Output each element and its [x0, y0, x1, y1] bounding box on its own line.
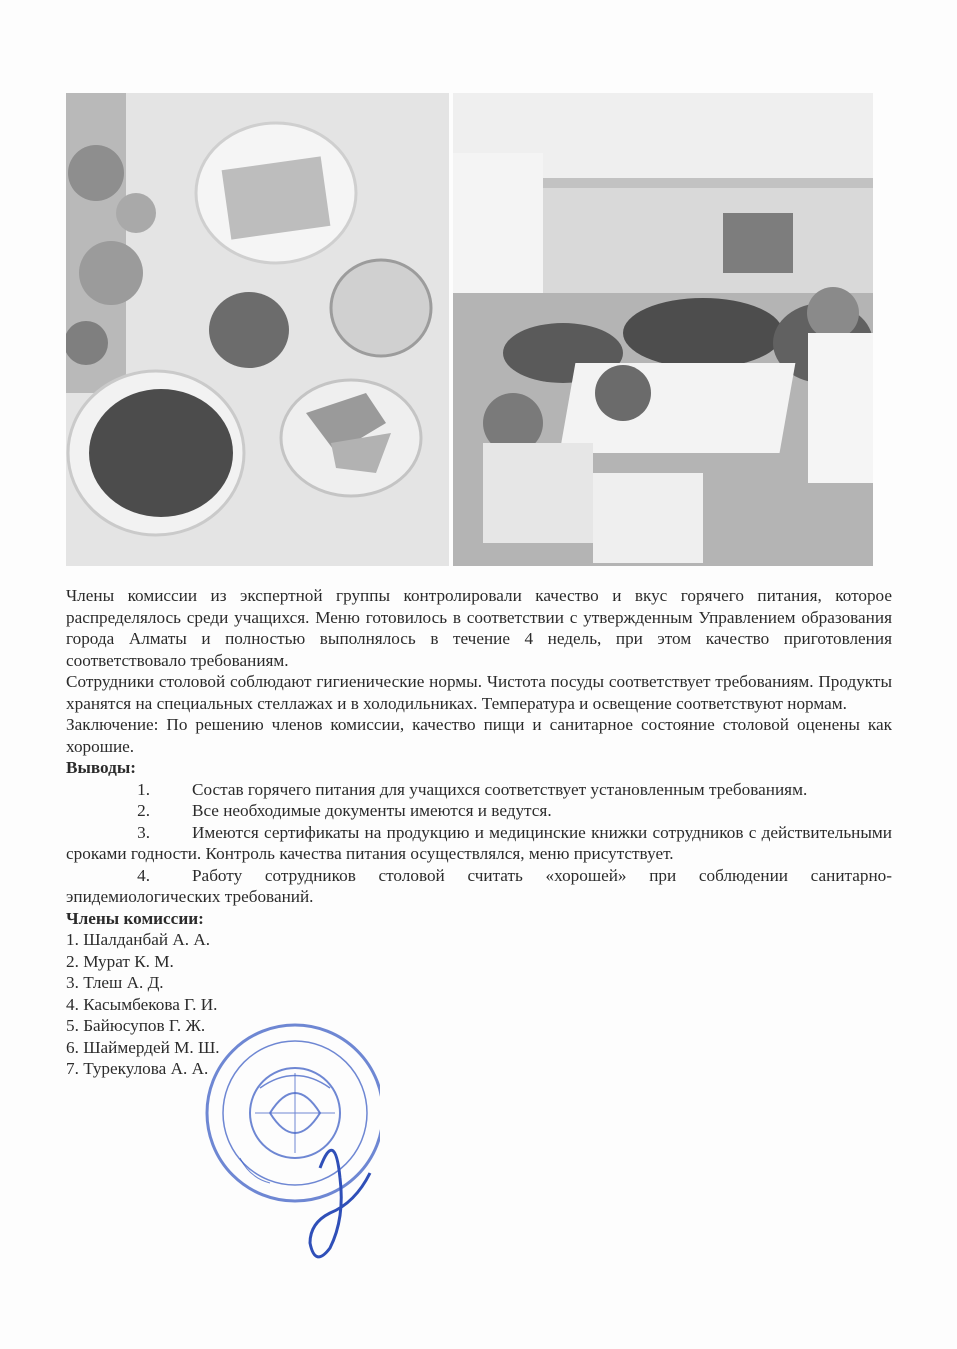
conclusion-item: 1. Состав горячего питания для учащихся соответствует установленным требованиям.	[137, 779, 808, 799]
member-name: 2. Мурат К. М.	[66, 951, 174, 971]
conclusion-item: 3. Имеются сертификаты на продукцию и медицинские книжки сотрудников с действительными сроками годности. Контроль качества питания осуществлялся, меню присутствует.	[66, 822, 892, 863]
conclusion-item: 2. Все необходимые документы имеются и ведутся.	[137, 801, 552, 820]
conclusion-item: 4. Работу сотрудников столовой считать «хорошей» при соблюдении санитарно-эпидемиологических требований.	[66, 865, 892, 906]
report-body	[66, 585, 892, 1080]
paragraph-conclusion: Заключение: По решению членов комиссии, качество пищи и санитарное состояние столовой оценены как хорошие.	[66, 715, 892, 756]
paragraph-hygiene: Сотрудники столовой соблюдают гигиенические нормы. Чистота посуды соответствует требованиям. Продукты хранятся на специальных стеллажах и в холодильниках. Температура и освещение соответствуют нормам.	[66, 672, 892, 713]
members-heading: Члены комиссии:	[66, 908, 204, 928]
canteen-photo	[453, 93, 873, 566]
member-name: 5. Байюсупов Г. Ж.	[66, 1016, 206, 1035]
paragraph-inspection: Члены комиссии из экспертной группы контролировали качество и вкус горячего питания, которое распределялось среди учащихся. Меню готовилось в соответствии с утвержденным Управлением образования города Алматы и полностью выполнялось в течение 4 недель, при этом качество приготовления соответствовало требованиям.	[66, 586, 892, 670]
member-name: 4. Касымбекова Г. И.	[66, 994, 218, 1014]
photo-row	[66, 93, 873, 566]
food-tray-photo	[66, 93, 449, 566]
member-name: 1. Шалданбай А. А.	[66, 930, 211, 949]
conclusions-heading: Выводы:	[66, 758, 136, 777]
official-stamp	[200, 1018, 380, 1268]
member-name: 7. Турекулова А. А.	[66, 1059, 209, 1078]
member-name: 6. Шаймердей М. Ш.	[66, 1037, 220, 1057]
member-name: 3. Тлеш А. Д.	[66, 973, 164, 992]
